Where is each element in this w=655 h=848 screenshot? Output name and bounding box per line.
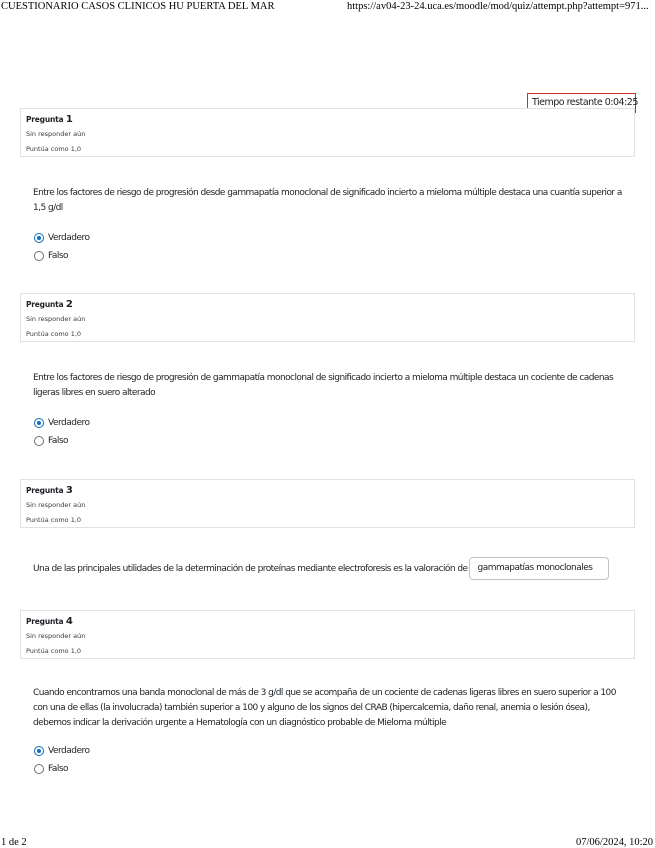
print-footer	[0, 834, 655, 848]
print-datetime: 07/06/2024, 10:20	[575, 837, 653, 848]
page-number: 1 de 2	[1, 837, 27, 848]
question-grade: Puntúa como 1,0	[26, 145, 82, 153]
question-text-2: Entre los factores de riesgo de progresión de gammapatía monoclonal de significado incierto a mieloma múltiple destaca un cociente de cadenas ligeras libres en suero alterado	[33, 373, 614, 398]
option-falso[interactable]: Falso	[34, 432, 90, 450]
quiz-timer: Tiempo restante 0:04:25	[527, 93, 636, 113]
option-falso[interactable]: Falso	[34, 247, 90, 265]
question-state: Sin responder aún	[26, 501, 86, 509]
answer-options-1	[34, 229, 90, 265]
question-state: Sin responder aún	[26, 130, 86, 138]
option-verdadero[interactable]: Verdadero	[34, 742, 90, 760]
question-grade: Puntúa como 1,0	[26, 330, 82, 338]
question-info-4	[20, 610, 635, 659]
question-state: Sin responder aún	[26, 632, 86, 640]
option-verdadero[interactable]: Verdadero	[34, 414, 90, 432]
question-number: Pregunta 2	[26, 299, 73, 310]
question-number: Pregunta 1	[26, 114, 73, 125]
radio-checked-icon[interactable]	[34, 418, 44, 428]
option-verdadero[interactable]: Verdadero	[34, 229, 90, 247]
print-header	[0, 0, 655, 14]
radio-unchecked-icon[interactable]	[34, 251, 44, 261]
answer-options-4	[34, 742, 90, 778]
answer-options-2	[34, 414, 90, 450]
question-text-4: Cuando encontramos una banda monoclonal de más de 3 g/dl que se acompaña de un cociente de cadenas ligeras libres en suero superior a 100 con una de ellas (la involucrada) también superior a 100 y alguno de los signos del CRAB (hipercalcemia, daño renal, anemia o lesión ósea), debemos indicar la derivación urgente a Hematología con un diagnóstico probable de Mieloma múltiple	[33, 688, 616, 728]
radio-unchecked-icon[interactable]	[34, 436, 44, 446]
answer-select[interactable]: gammapatías monoclonales	[469, 557, 609, 580]
question-number: Pregunta 4	[26, 616, 73, 627]
question-text-3: Una de las principales utilidades de la determinación de proteínas mediante electroforesis es la valoración de gammapatías monoclonales	[33, 557, 609, 580]
question-info-2	[20, 293, 635, 342]
question-number: Pregunta 3	[26, 485, 73, 496]
question-grade: Puntúa como 1,0	[26, 647, 82, 655]
radio-checked-icon[interactable]	[34, 233, 44, 243]
radio-checked-icon[interactable]	[34, 746, 44, 756]
print-url: https://av04-23-24.uca.es/moodle/mod/quiz/attempt.php?attempt=971...	[347, 1, 649, 12]
question-state: Sin responder aún	[26, 315, 86, 323]
question-info-3	[20, 479, 635, 528]
question-text-1: Entre los factores de riesgo de progresión desde gammapatía monoclonal de significado incierto a mieloma múltiple destaca una cuantía superior a 1,5 g/dl	[33, 188, 622, 213]
radio-unchecked-icon[interactable]	[34, 764, 44, 774]
question-grade: Puntúa como 1,0	[26, 516, 82, 524]
print-title: CUESTIONARIO CASOS CLINICOS HU PUERTA DEL MAR	[1, 1, 275, 12]
question-info-1	[20, 108, 635, 157]
option-falso[interactable]: Falso	[34, 760, 90, 778]
